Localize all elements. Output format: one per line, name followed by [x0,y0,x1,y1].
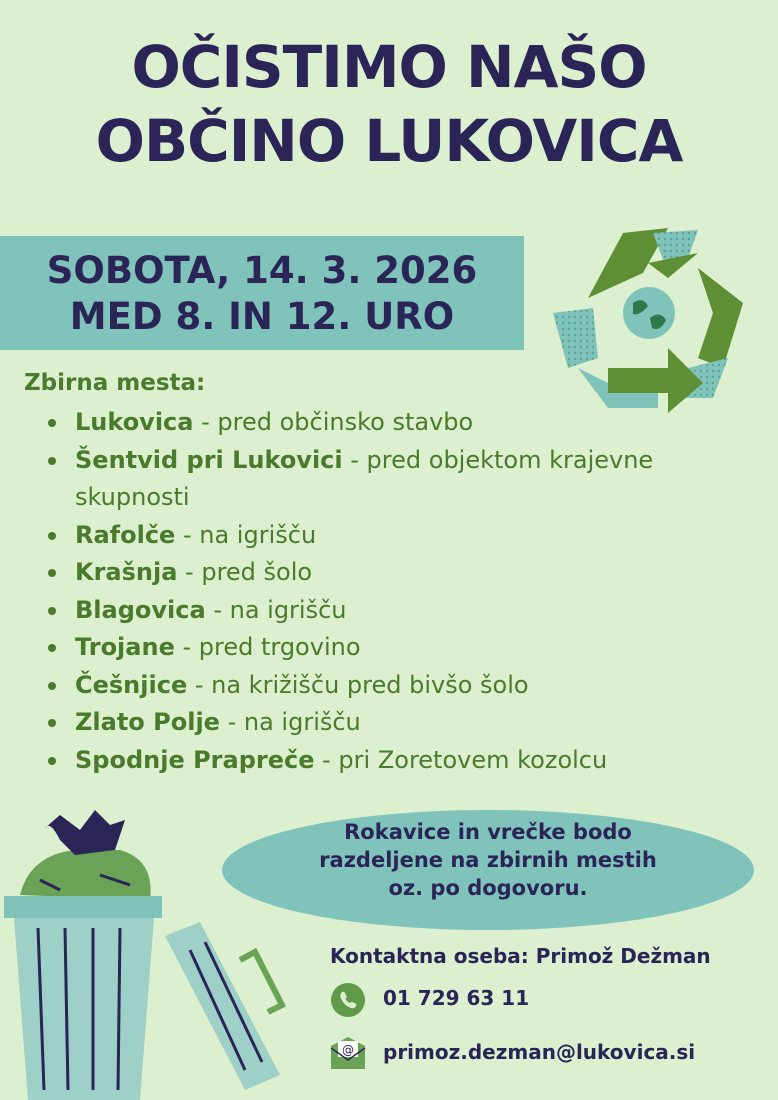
location-name: Šentvid pri Lukovici [75,445,343,474]
list-item [24,404,764,442]
location-name: Trojane [75,633,175,661]
list-item [24,629,764,667]
location-detail: - pri Zoretovem kozolcu [314,745,608,774]
phone-icon [331,983,365,1017]
recycle-icon [548,218,748,414]
poster-title [0,30,778,178]
mail-icon [330,1036,366,1070]
location-detail: - na igrišču [205,595,347,624]
bullet-icon [48,607,56,615]
location-name: Lukovica [75,408,194,436]
list-item [24,704,764,742]
location-detail: - na križišču pred bivšo šolo [187,670,529,699]
title-line-1: OČISTIMO NAŠO [131,33,647,101]
bullet-icon [48,569,56,577]
email-link[interactable]: primoz.dezman@lukovica.si [383,1040,696,1064]
bullet-icon [48,419,56,427]
locations-list [24,404,764,779]
locations-heading: Zbirna mesta: [24,370,206,396]
notice-line-1: Rokavice in vrečke bodo [344,820,632,844]
location-name: Blagovica [75,595,206,624]
bullet-icon [48,532,56,540]
notice-line-3: oz. po dogovoru. [388,876,588,900]
location-detail: - pred občinsko stavbo [193,408,474,436]
list-item [24,554,764,592]
location-detail: - pred objektom krajevne skupnosti [75,445,654,511]
notice-line-2: razdeljene na zbirnih mestih [319,848,657,872]
location-name: Češnjice [75,670,188,699]
location-name: Spodnje Prapreče [75,745,315,774]
location-detail: - na igrišču [219,708,361,736]
list-item [24,592,764,630]
list-item [24,517,764,555]
bullet-icon [48,682,56,690]
phone-number[interactable]: 01 729 63 11 [383,986,530,1010]
list-item [24,742,764,780]
bullet-icon [48,457,56,465]
location-detail: - pred trgovino [174,633,361,661]
svg-text:@: @ [342,1043,354,1057]
event-time: MED 8. IN 12. URO [69,295,455,338]
location-detail: - pred šolo [177,558,313,586]
location-name: Rafolče [75,520,176,549]
bullet-icon [48,644,56,652]
contact-person: Kontaktna oseba: Primož Dežman [330,944,711,968]
location-name: Krašnja [75,558,178,586]
bullet-icon [48,719,56,727]
notice-text [222,818,754,902]
list-item [24,442,764,517]
list-item [24,667,764,705]
location-detail: - na igrišču [175,520,317,549]
event-date: SOBOTA, 14. 3. 2026 [46,249,478,292]
date-band [0,236,524,350]
title-line-2: OBČINO LUKOVICA [95,107,683,175]
location-name: Zlato Polje [75,708,220,736]
bullet-icon [48,757,56,765]
